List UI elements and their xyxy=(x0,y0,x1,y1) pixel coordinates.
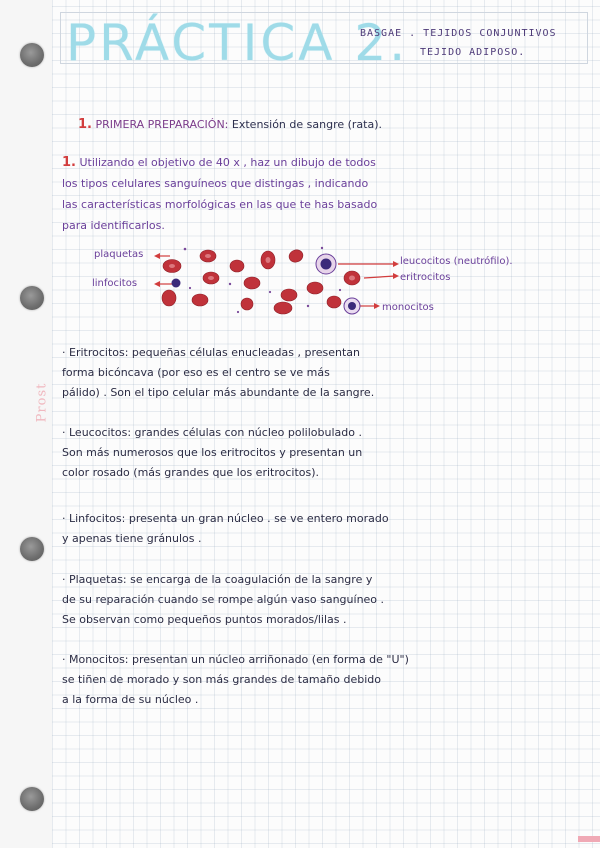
platelet xyxy=(237,311,239,313)
platelet xyxy=(321,247,323,249)
erythrocyte xyxy=(327,296,341,308)
note-line: color rosado (más grandes que los eritrocitos). xyxy=(62,466,320,479)
platelet xyxy=(307,305,309,307)
platelet xyxy=(229,283,231,285)
erythrocyte xyxy=(230,260,244,272)
preparation-text: Extensión de sangre (rata). xyxy=(231,118,383,131)
page-edge-tab xyxy=(578,836,600,842)
note-plaquetas xyxy=(62,570,572,630)
note-line: pálido) . Son el tipo celular más abundante de la sangre. xyxy=(62,386,375,399)
arrowhead-monocitos xyxy=(374,303,380,309)
question-text-1: Utilizando el objetivo de 40 x , haz un dibujo de todos xyxy=(79,156,376,169)
note-line: · Eritrocitos: pequeñas células enucleadas , presentan xyxy=(62,346,360,359)
note-monocitos xyxy=(62,650,572,710)
note-line: · Leucocitos: grandes células con núcleo polilobulado . xyxy=(62,426,362,439)
binder-margin xyxy=(0,0,52,848)
erythrocyte xyxy=(241,298,253,310)
arrowhead-leucocitos xyxy=(393,261,399,267)
question-line-4: para identificarlos. xyxy=(62,219,165,232)
note-leucocitos xyxy=(62,423,572,483)
subject-heading xyxy=(360,24,557,62)
leucocyte-nucleus xyxy=(321,259,332,270)
preparation-number: 1. xyxy=(78,117,92,132)
margin-brand: Prost xyxy=(34,382,50,423)
platelet xyxy=(339,289,341,291)
erythrocyte xyxy=(192,294,208,306)
note-line: · Linfocitos: presenta un gran núcleo . se ve entero morado xyxy=(62,512,389,525)
binder-hole-2 xyxy=(20,286,44,310)
binder-hole-1 xyxy=(20,43,44,67)
label-eritrocitos: eritrocitos xyxy=(400,272,451,283)
arrowhead-eritrocitos xyxy=(393,273,399,279)
note-linfocitos xyxy=(62,509,572,549)
erythrocyte xyxy=(287,248,304,264)
label-monocitos: monocitos xyxy=(382,302,434,313)
preparation-heading xyxy=(78,114,382,135)
note-line: se tiñen de morado y son más grandes de tamaño debido xyxy=(62,673,382,686)
binder-hole-3 xyxy=(20,537,44,561)
note-line: Se observan como pequeños puntos morados/lilas . xyxy=(62,613,347,626)
question-line-1 xyxy=(62,152,582,173)
page-title: PRÁCTICA 2. xyxy=(66,14,409,72)
note-line: a la forma de su núcleo . xyxy=(62,693,199,706)
arrow-eritrocitos xyxy=(364,276,395,278)
label-plaquetas: plaquetas xyxy=(94,249,144,260)
label-leucocitos: leucocitos (neutrófilo). xyxy=(400,256,513,267)
platelet xyxy=(189,287,191,289)
arrowhead-linfocitos xyxy=(154,281,160,287)
platelet xyxy=(184,248,187,251)
note-line: Son más numerosos que los eritrocitos y presentan un xyxy=(62,446,363,459)
question-line-2: los tipos celulares sanguíneos que distingas , indicando xyxy=(62,177,369,190)
subject-line-1: BASGAE . TEJIDOS CONJUNTIVOS xyxy=(360,28,557,39)
preparation-label: PRIMERA PREPARACIÓN: xyxy=(95,118,229,131)
label-linfocitos: linfocitos xyxy=(92,278,138,289)
erythrocyte xyxy=(274,302,292,314)
erythrocyte xyxy=(307,282,323,294)
erythrocyte xyxy=(162,290,176,306)
question-number: 1. xyxy=(62,155,76,170)
lymphocyte xyxy=(172,279,181,288)
platelet xyxy=(269,291,271,293)
question-line-3: las características morfológicas en las que te has basado xyxy=(62,198,378,211)
blood-cell-diagram xyxy=(90,240,570,320)
note-line: · Monocitos: presentan un núcleo arriñonado (en forma de "U") xyxy=(62,653,409,666)
note-eritrocitos xyxy=(62,343,572,403)
arrowhead-plaquetas xyxy=(154,253,160,259)
subject-line-2: TEJIDO ADIPOSO. xyxy=(420,47,526,58)
erythrocyte xyxy=(244,277,260,289)
note-line: · Plaquetas: se encarga de la coagulación de la sangre y xyxy=(62,573,373,586)
erythrocyte xyxy=(281,289,297,301)
note-line: forma bicóncava (por eso es el centro se ve más xyxy=(62,366,330,379)
question-block xyxy=(62,152,582,236)
note-line: de su reparación cuando se rompe algún vaso sanguíneo . xyxy=(62,593,385,606)
binder-hole-4 xyxy=(20,787,44,811)
note-line: y apenas tiene gránulos . xyxy=(62,532,202,545)
monocyte-nucleus xyxy=(348,302,356,310)
